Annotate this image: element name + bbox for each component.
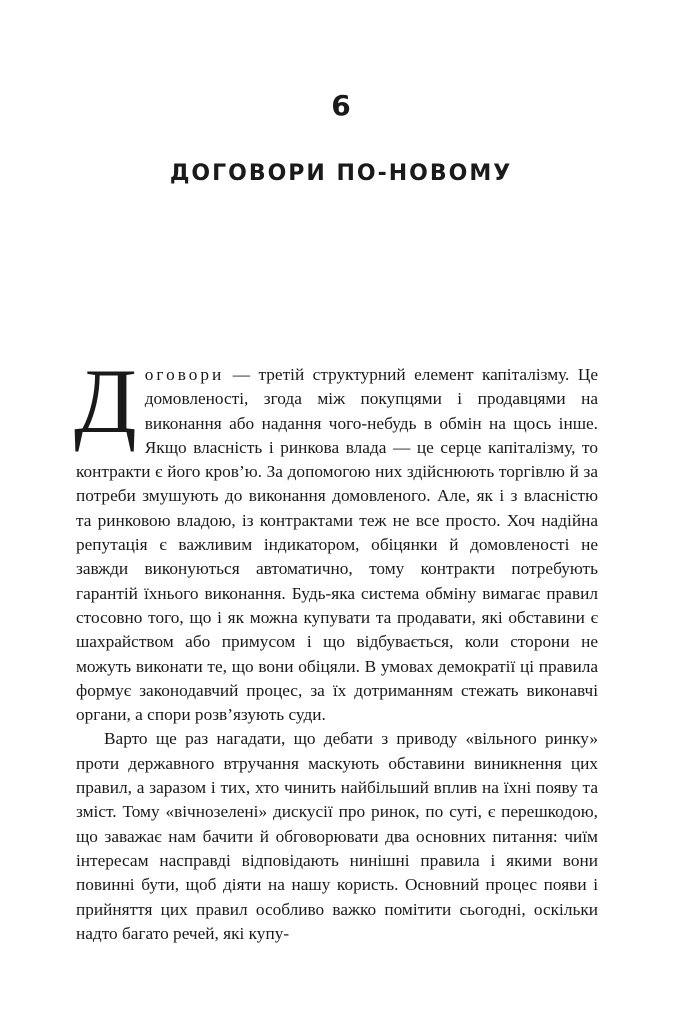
chapter-title: ДОГОВОРИ ПО-НОВОМУ [169, 161, 513, 186]
drop-cap: Д [74, 350, 137, 452]
chapter-number: 6 [331, 89, 351, 122]
paragraph-1 [74, 350, 598, 727]
paragraph-1-text: — третій структурний елемент капіталізму. Це домовленості, згода між покупцями і продавцями на виконання або надання чого-небудь в обмін на щось інше. Якщо власність і ринкова влада — це серце капіталізму, то контракти є його кров’ю. За допомогою них здійснюють торгівлю й за потреби змушують до виконання домовленого. Але, як і з власністю та ринковою владою, із контрактами теж не все просто. Хоч надійна репутація є важливим індикатором, обіцянки й домовленості не завжди виконуються автоматично, тому контракти потребують гарантій їхнього виконання. Будь-яка система обміну вимагає правил стосовно того, що і як можна купувати та продавати, які обставини є шахрайством або примусом і що відбувається, коли сторони не можуть виконати те, що вони обіцяли. В умовах демократії ці правила формує законодавчий процес, за їх дотриманням стежать виконавчі органи, а спори розв’язують суди. [76, 365, 598, 725]
lead-word: оговори [144, 365, 225, 384]
body-text [74, 350, 598, 946]
paragraph-2: Варто ще раз нагадати, що дебати з приводу «вільного ринку» проти державного втручання маскують обставини виникнення цих правил, а заразом і тих, хто чинить найбільший вплив на їхні появу та зміст. Тому «вічнозелені» дискусії про ринок, по суті, є перешкодою, що заважає нам бачити й обговорювати два основних питання: чиїм інтересам насправді відповідають нинішні правила і якими вони повинні бути, щоб діяти на нашу користь. Основний процес появи і прийняття цих правил особливо важко помітити сьогодні, оскільки надто багато речей, які купу- [76, 729, 598, 943]
